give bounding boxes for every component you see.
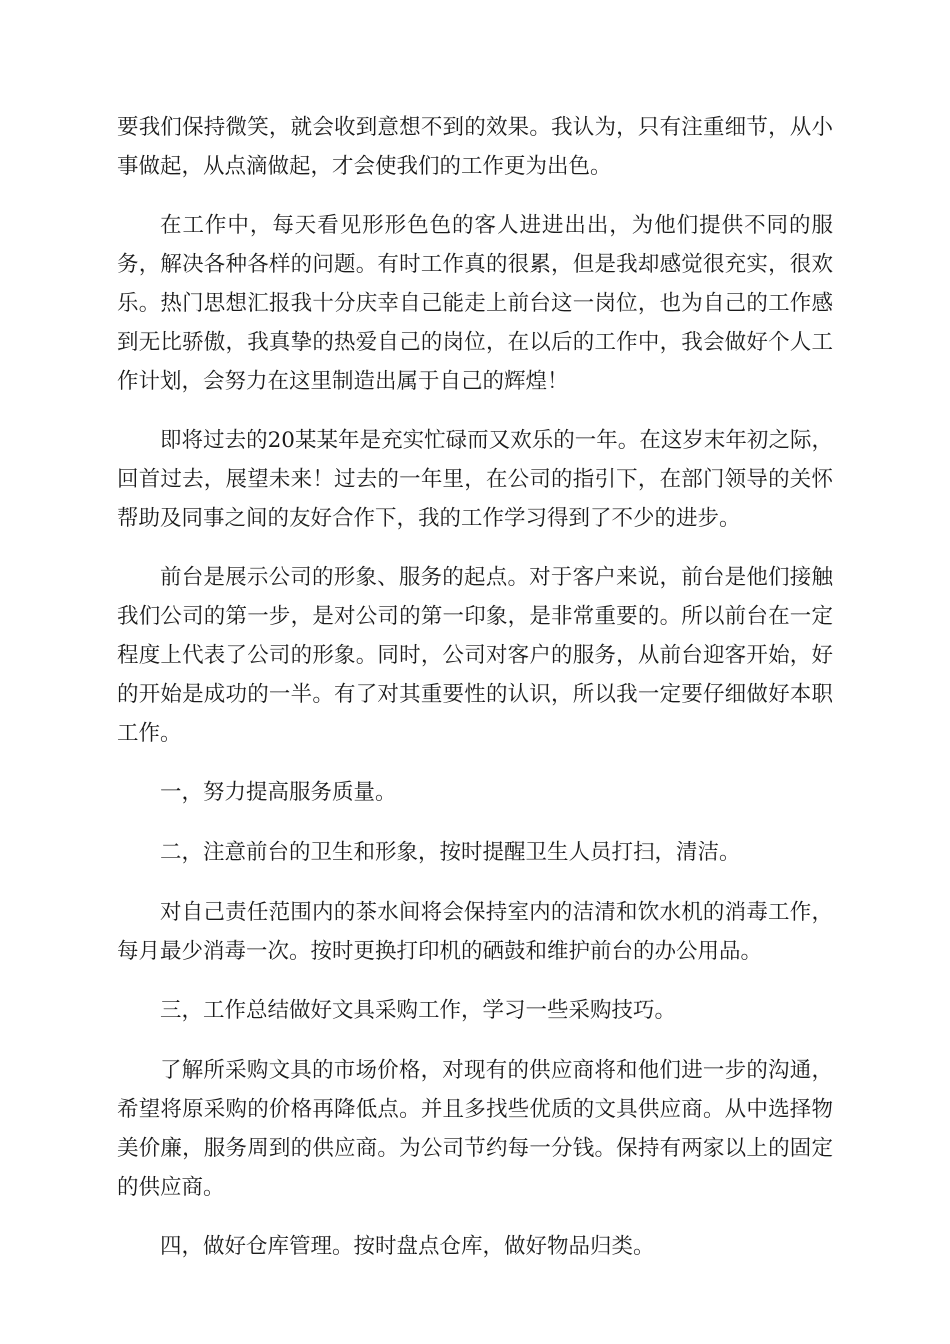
document-body <box>117 108 833 1287</box>
list-item-service-quality: 一，努力提高服务质量。 <box>160 780 397 805</box>
paragraph-work-experience: 在工作中，每天看见形形色色的客人进进出出，为他们提供不同的服务，解决各种各样的问题。有时工作真的很累，但是我却感觉很充实，很欢乐。热门思想汇报我十分庆幸自己能走上前台这一岗位，也为自己的工作感到无比骄傲，我真挚的热爱自己的岗位，在以后的工作中，我会做好个人工作计划，会努力在这里制造出属于自己的辉煌！ <box>117 213 833 394</box>
list-item-warehouse: 四，做好仓库管理。按时盘点仓库，做好物品归类。 <box>160 1234 655 1259</box>
list-item-stationery-purchase: 三，工作总结做好文具采购工作，学习一些采购技巧。 <box>160 998 677 1023</box>
paragraph-tea-room: 对自己责任范围内的茶水间将会保持室内的洁清和饮水机的消毒工作，每月最少消毒一次。按时更换打印机的硒鼓和维护前台的办公用品。 <box>117 900 833 964</box>
paragraph-year-review: 即将过去的20某某年是充实忙碌而又欢乐的一年。在这岁末年初之际，回首过去，展望未来！过去的一年里，在公司的指引下，在部门领导的关怀帮助及同事之间的友好合作下，我的工作学习得到了不少的进步。 <box>117 428 833 531</box>
paragraph-suppliers: 了解所采购文具的市场价格，对现有的供应商将和他们进一步的沟通，希望将原采购的价格再降低点。并且多找些优质的文具供应商。从中选择物美价廉，服务周到的供应商。为公司节约每一分钱。保持有两家以上的固定的供应商。 <box>117 1058 833 1200</box>
paragraph-intro-continuation: 要我们保持微笑，就会收到意想不到的效果。我认为，只有注重细节，从小事做起，从点滴做起，才会使我们的工作更为出色。 <box>117 115 833 179</box>
list-item-hygiene: 二，注意前台的卫生和形象，按时提醒卫生人员打扫，清洁。 <box>160 840 741 865</box>
paragraph-front-desk-importance: 前台是展示公司的形象、服务的起点。对于客户来说，前台是他们接触我们公司的第一步，是对公司的第一印象，是非常重要的。所以前台在一定程度上代表了公司的形象。同时，公司对客户的服务，从前台迎客开始，好的开始是成功的一半。有了对其重要性的认识，所以我一定要仔细做好本职工作。 <box>117 565 833 746</box>
